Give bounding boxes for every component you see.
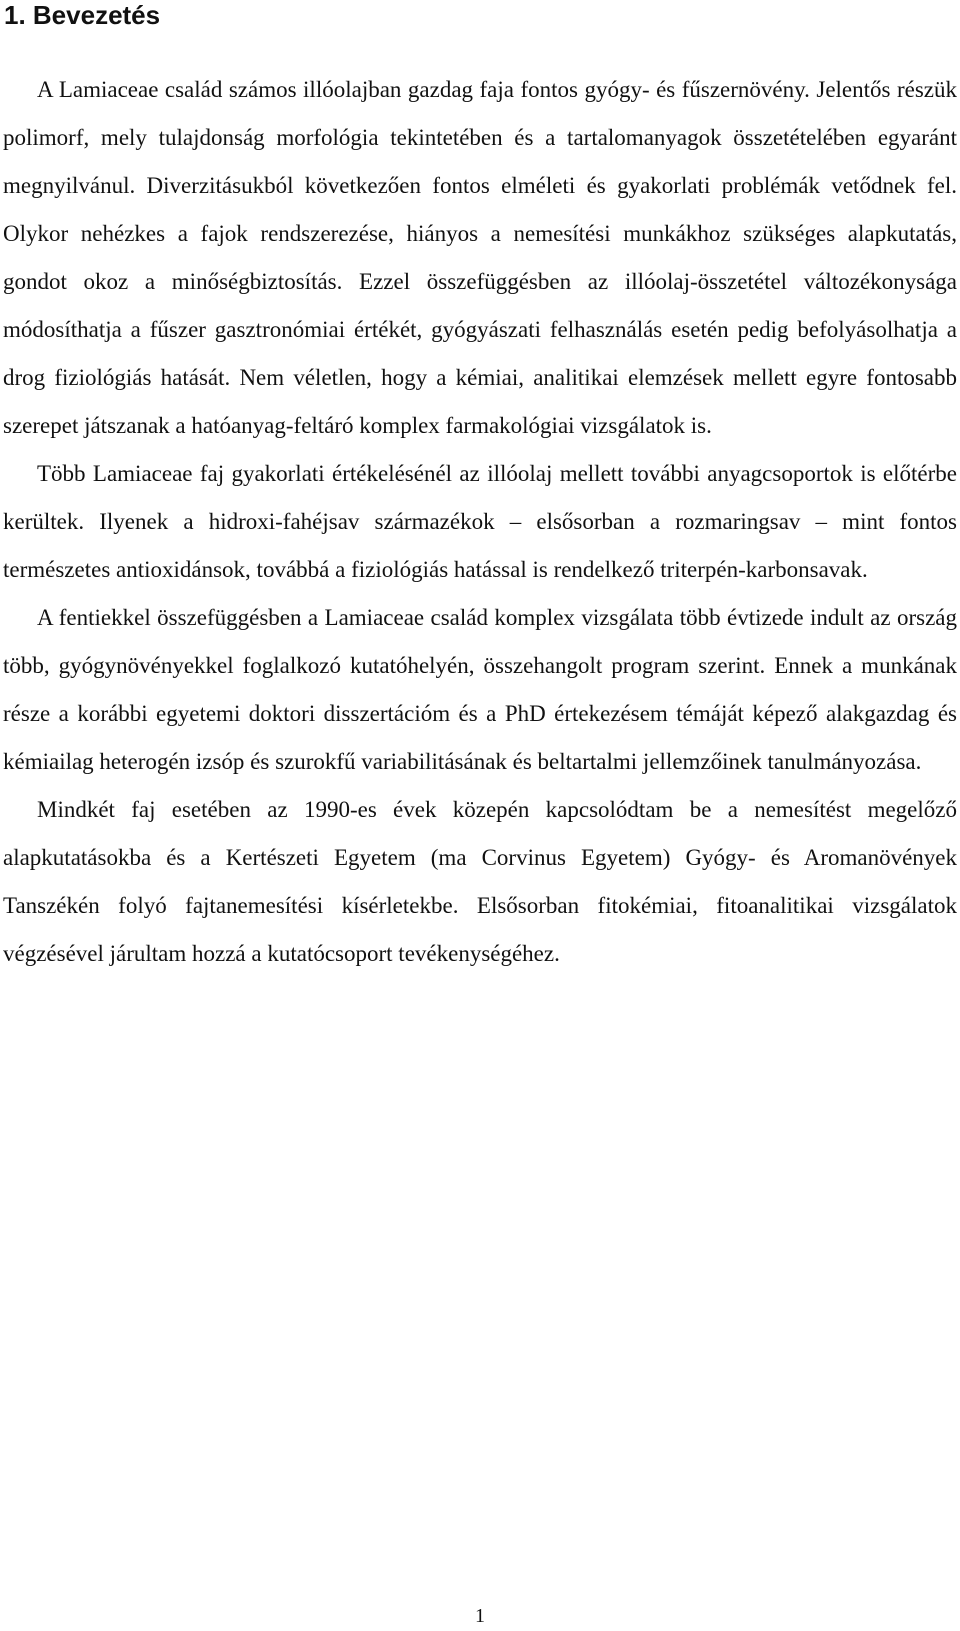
paragraph-antioxidants: Több Lamiaceae faj gyakorlati értékelésénél az illóolaj mellett további anyagcsoportok is előtérbe kerültek. Ilyenek a hidroxi-fahéjsav származékok – elsősorban a rozmaringsav – mint fontos természetes antioxidánsok, továbbá a fiziológiás hatással is rendelkező triterpén-karbonsavak. bbox=[3, 461, 957, 582]
section-heading: 1. Bevezetés bbox=[4, 0, 161, 30]
paragraph-research-program: A fentiekkel összefüggésben a Lamiaceae család komplex vizsgálata több évtizede indult az ország több, gyógynövényekkel foglalkozó kutatóhelyén, összehangolt program szerint. Ennek a munkának része a korábbi egyetemi doktori disszertációm és a PhD értekezésem témáját képező alakgazdag és kémiailag heterogén izsóp és szurokfű variabilitásának és beltartalmi jellemzőinek tanulmányozása. bbox=[3, 605, 957, 774]
paragraph-contribution: Mindkét faj esetében az 1990-es évek közepén kapcsolódtam be a nemesítést megelőző alapkutatásokba és a Kertészeti Egyetem (ma Corvinus Egyetem) Gyógy- és Aromanövények Tanszékén folyó fajtanemesítési kísérletekbe. Elsősorban fitokémiai, fitoanalitikai vizsgálatok végzésével járultam hozzá a kutatócsoport tevékenységéhez. bbox=[3, 797, 957, 966]
page-number: 1 bbox=[475, 1605, 485, 1627]
paragraph-intro: A Lamiaceae család számos illóolajban gazdag faja fontos gyógy- és fűszernövény. Jelentős részük polimorf, mely tulajdonság morfológia tekintetében és a tartalomanyagok összetételében egyaránt megnyilvánul. Diverzitásukból következően fontos elméleti és gyakorlati problémák vetődnek fel. Olykor nehézkes a fajok rendszerezése, hiányos a nemesítési munkákhoz szükséges alapkutatás, gondot okoz a minőségbiztosítás. Ezzel összefüggésben az illóolaj-összetétel változékonysága módosíthatja a fűszer gasztronómiai értékét, gyógyászati felhasználás esetén pedig befolyásolhatja a drog fiziológiás hatását. Nem véletlen, hogy a kémiai, analitikai elemzések mellett egyre fontosabb szerepet játszanak a hatóanyag-feltáró komplex farmakológiai vizsgálatok is. bbox=[3, 77, 957, 438]
body-text bbox=[3, 66, 957, 978]
